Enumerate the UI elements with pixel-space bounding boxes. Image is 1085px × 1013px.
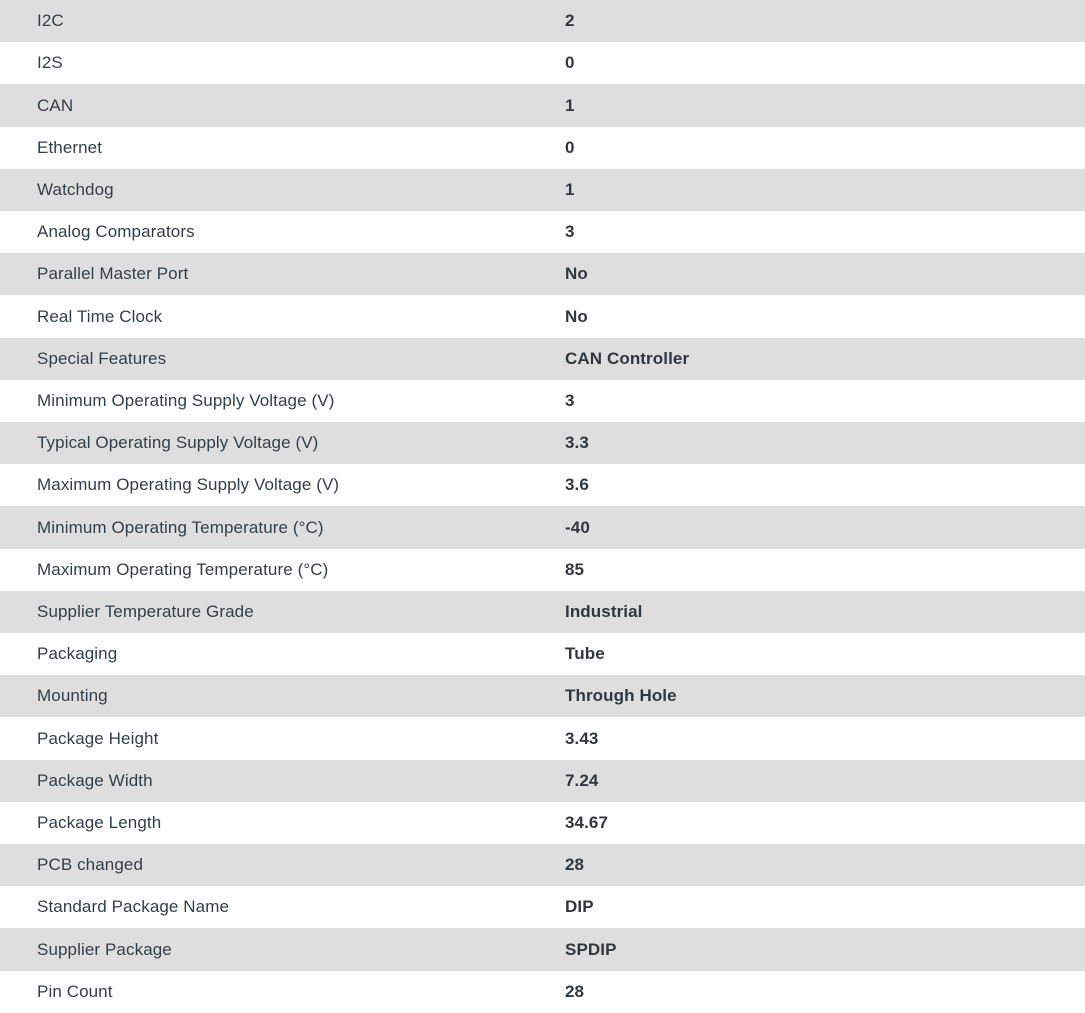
spec-row-watchdog [0, 169, 1085, 211]
spec-label: Watchdog [37, 179, 114, 199]
spec-value: 28 [565, 855, 585, 875]
spec-label: Typical Operating Supply Voltage (V) [37, 433, 319, 453]
spec-label: Real Time Clock [37, 306, 163, 326]
spec-row-can [0, 84, 1085, 126]
spec-row-supplier-temperature-grade [0, 591, 1085, 633]
spec-value: 1 [565, 179, 575, 199]
spec-row-pin-count [0, 971, 1085, 1013]
spec-label: Package Length [37, 812, 162, 832]
spec-label: Maximum Operating Supply Voltage (V) [37, 475, 340, 495]
spec-value: -40 [565, 517, 590, 537]
spec-label: Package Height [37, 728, 159, 748]
spec-row-package-width [0, 760, 1085, 802]
spec-label: Analog Comparators [37, 222, 195, 242]
spec-value: 28 [565, 981, 585, 1001]
spec-value: 85 [565, 559, 585, 579]
spec-row-typ-operating-supply-voltage [0, 422, 1085, 464]
spec-label: Minimum Operating Supply Voltage (V) [37, 390, 335, 410]
spec-value: 1 [565, 95, 575, 115]
spec-label: Minimum Operating Temperature (°C) [37, 517, 324, 537]
spec-row-packaging [0, 633, 1085, 675]
spec-row-min-operating-temperature [0, 506, 1085, 548]
spec-row-standard-package-name [0, 886, 1085, 928]
spec-value: 3.6 [565, 475, 589, 495]
spec-row-pcb-changed [0, 844, 1085, 886]
spec-row-special-features [0, 338, 1085, 380]
spec-row-supplier-package [0, 928, 1085, 970]
spec-row-real-time-clock [0, 295, 1085, 337]
spec-value: DIP [565, 897, 594, 917]
spec-label: I2S [37, 53, 63, 73]
spec-value: CAN Controller [565, 348, 690, 368]
spec-value: 3 [565, 390, 575, 410]
spec-value: 0 [565, 53, 575, 73]
spec-label: PCB changed [37, 855, 144, 875]
spec-row-min-operating-supply-voltage [0, 380, 1085, 422]
spec-value: SPDIP [565, 939, 617, 959]
spec-label: Pin Count [37, 981, 113, 1001]
spec-row-ethernet [0, 127, 1085, 169]
spec-value: 3.43 [565, 728, 599, 748]
spec-label: Maximum Operating Temperature (°C) [37, 559, 329, 579]
spec-value: Through Hole [565, 686, 677, 706]
spec-row-max-operating-temperature [0, 549, 1085, 591]
spec-row-analog-comparators [0, 211, 1085, 253]
spec-label: Packaging [37, 644, 118, 664]
spec-value: 7.24 [565, 770, 599, 790]
spec-row-i2s [0, 42, 1085, 84]
spec-label: Ethernet [37, 137, 103, 157]
spec-label: I2C [37, 11, 64, 31]
spec-value: Tube [565, 644, 605, 664]
spec-row-package-height [0, 717, 1085, 759]
spec-value: 2 [565, 11, 575, 31]
spec-label: Mounting [37, 686, 108, 706]
spec-label: Supplier Package [37, 939, 172, 959]
spec-value: 3.3 [565, 433, 589, 453]
spec-label: Special Features [37, 348, 167, 368]
spec-label: Package Width [37, 770, 153, 790]
spec-value: No [565, 264, 588, 284]
spec-row-max-operating-supply-voltage [0, 464, 1085, 506]
spec-row-i2c [0, 0, 1085, 42]
spec-value: 3 [565, 222, 575, 242]
spec-row-parallel-master-port [0, 253, 1085, 295]
spec-label: Parallel Master Port [37, 264, 189, 284]
spec-value: 0 [565, 137, 575, 157]
spec-value: No [565, 306, 588, 326]
spec-label: Standard Package Name [37, 897, 230, 917]
spec-label: Supplier Temperature Grade [37, 601, 254, 621]
spec-value: Industrial [565, 601, 643, 621]
spec-value: 34.67 [565, 812, 609, 832]
spec-row-mounting [0, 675, 1085, 717]
spec-row-package-length [0, 802, 1085, 844]
spec-label: CAN [37, 95, 74, 115]
